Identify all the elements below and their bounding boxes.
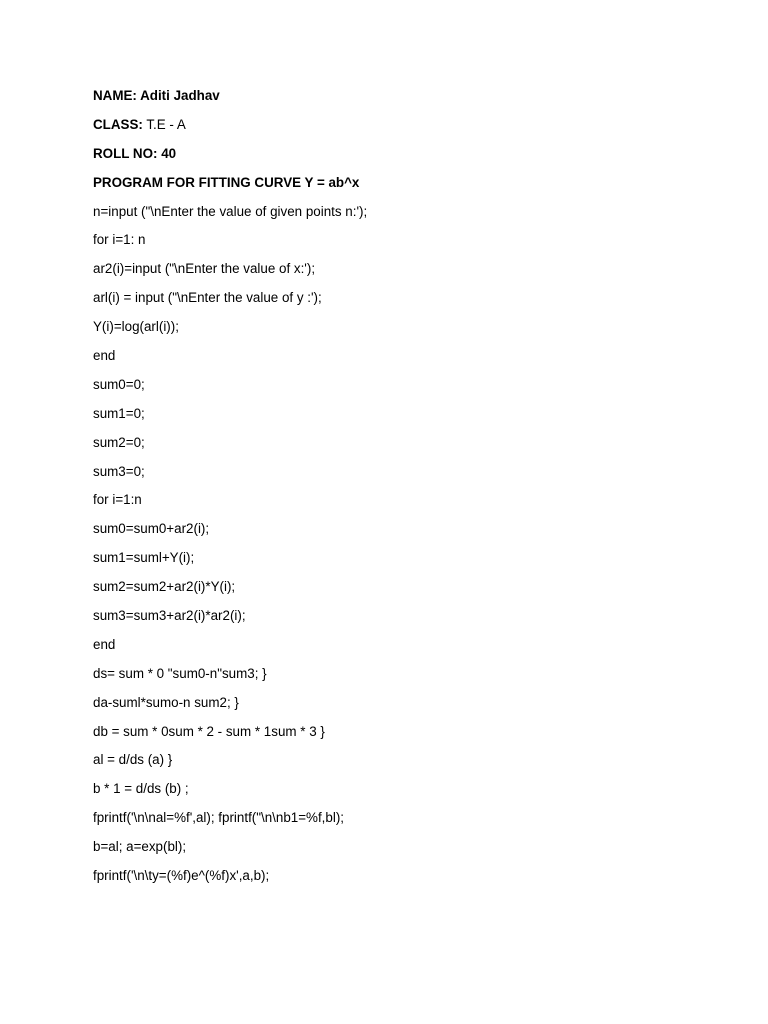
code-line: n=input ("\nEnter the value of given points n:');	[93, 203, 368, 219]
code-line: sum0=0;	[93, 376, 145, 392]
code-line: for i=1: n	[93, 232, 146, 248]
roll-number-line: ROLL NO: 40	[93, 145, 177, 161]
class-label: CLASS:	[93, 116, 143, 132]
code-line: sum3=sum3+ar2(i)*ar2(i);	[93, 608, 246, 624]
code-line: sum1=suml+Y(i);	[93, 550, 195, 566]
code-line: db = sum * 0sum * 2 - sum * 1sum * 3 }	[93, 723, 325, 739]
class-value: T.E - A	[142, 116, 186, 132]
code-line: sum3=0;	[93, 463, 145, 479]
student-name-line: NAME: Aditi Jadhav	[93, 88, 220, 103]
code-line: ds= sum * 0 "sum0-n"sum3; }	[93, 665, 267, 681]
code-line: b * 1 = d/ds (b) ;	[93, 781, 189, 797]
code-line: fprintf('\n\nal=%f',al); fprintf("\n\nb1=%f,bl);	[93, 810, 345, 826]
code-line: end	[93, 636, 116, 652]
code-line: fprintf('\n\ty=(%f)e^(%f)x',a,b);	[93, 868, 270, 884]
code-line: for i=1:n	[93, 492, 142, 508]
code-line: Y(i)=log(arl(i));	[93, 319, 179, 335]
code-line: sum1=0;	[93, 405, 145, 421]
code-line: sum0=sum0+ar2(i);	[93, 521, 210, 537]
class-line	[93, 114, 713, 143]
code-line: al = d/ds (a) }	[93, 752, 173, 768]
code-line: ar2(i)=input ("\nEnter the value of x:');	[93, 261, 316, 277]
code-line: b=al; a=exp(bl);	[93, 839, 187, 855]
code-line: arl(i) = input ("\nEnter the value of y :');	[93, 290, 322, 306]
code-line: sum2=sum2+ar2(i)*Y(i);	[93, 579, 236, 595]
document-content	[93, 85, 713, 894]
program-title: PROGRAM FOR FITTING CURVE Y = ab^x	[93, 174, 360, 190]
code-line: sum2=0;	[93, 434, 145, 450]
code-line: da-suml*sumo-n sum2; }	[93, 694, 239, 710]
code-line: end	[93, 348, 116, 364]
